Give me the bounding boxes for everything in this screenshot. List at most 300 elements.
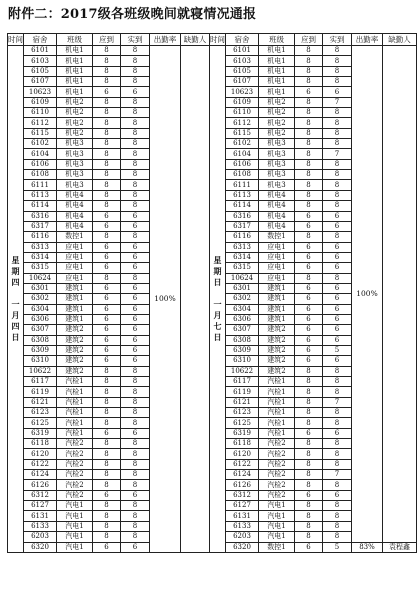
right-expected-cell: 6 [295, 242, 323, 252]
left-dorm-cell: 6111 [24, 180, 57, 190]
right-class-cell: 机电4 [259, 190, 295, 200]
right-class-cell: 汽检1 [259, 397, 295, 407]
right-dorm-cell: 6114 [226, 201, 259, 211]
left-present-cell: 6 [121, 542, 150, 552]
left-class-cell: 数控1 [57, 232, 93, 242]
right-dorm-cell: 6319 [226, 428, 259, 438]
right-present-cell: 8 [323, 56, 352, 66]
right-class-cell: 机电2 [259, 108, 295, 118]
left-present-cell: 8 [121, 139, 150, 149]
left-dorm-cell: 10622 [24, 366, 57, 376]
left-dorm-cell: 6104 [24, 149, 57, 159]
left-dorm-cell: 6109 [24, 97, 57, 107]
right-present-cell: 7 [323, 97, 352, 107]
right-time-char: 日 [213, 331, 222, 342]
left-present-cell: 8 [121, 232, 150, 242]
left-time-char: 星 [11, 254, 20, 265]
left-class-cell: 汽电1 [57, 511, 93, 521]
left-header-cell: 班级 [57, 34, 93, 46]
left-class-cell: 建筑2 [57, 325, 93, 335]
left-time-cell [8, 46, 24, 553]
right-expected-cell: 8 [295, 449, 323, 459]
left-dorm-cell: 6319 [24, 428, 57, 438]
left-expected-cell: 6 [93, 356, 121, 366]
right-expected-cell: 8 [295, 273, 323, 283]
left-present-cell: 8 [121, 470, 150, 480]
left-expected-cell: 8 [93, 201, 121, 211]
right-expected-cell: 8 [295, 108, 323, 118]
left-present-cell: 8 [121, 459, 150, 469]
right-expected-cell: 6 [295, 428, 323, 438]
left-class-cell: 汽检2 [57, 490, 93, 500]
left-class-cell: 机电1 [57, 46, 93, 56]
left-class-cell: 应电1 [57, 263, 93, 273]
left-expected-cell: 8 [93, 470, 121, 480]
right-present-cell: 8 [323, 521, 352, 531]
right-dorm-cell: 6306 [226, 314, 259, 324]
right-present-cell: 8 [323, 449, 352, 459]
left-class-cell: 汽检2 [57, 480, 93, 490]
right-class-cell: 机电4 [259, 211, 295, 221]
right-rate-cell: 100% [352, 46, 383, 543]
right-expected-cell: 8 [295, 511, 323, 521]
left-class-cell: 汽检1 [57, 418, 93, 428]
left-class-cell: 汽检2 [57, 470, 93, 480]
left-time-char: 一 [11, 298, 20, 309]
right-dorm-cell: 6315 [226, 263, 259, 273]
left-dorm-cell: 6121 [24, 397, 57, 407]
right-expected-cell: 8 [295, 532, 323, 542]
left-class-cell: 汽电1 [57, 532, 93, 542]
right-time-char: 一 [213, 298, 222, 309]
right-expected-cell: 6 [295, 490, 323, 500]
right-present-cell: 8 [323, 532, 352, 542]
right-class-cell: 应电1 [259, 252, 295, 262]
right-header-cell: 班级 [259, 34, 295, 46]
right-dorm-cell: 10622 [226, 366, 259, 376]
left-class-cell: 机电2 [57, 108, 93, 118]
left-header-cell: 应到 [93, 34, 121, 46]
left-dorm-cell: 6116 [24, 232, 57, 242]
right-class-cell: 汽检2 [259, 439, 295, 449]
right-dorm-cell: 6103 [226, 56, 259, 66]
right-header-cell: 出勤率 [352, 34, 383, 46]
right-present-cell: 8 [323, 387, 352, 397]
left-expected-cell: 6 [93, 304, 121, 314]
right-class-cell: 建筑2 [259, 356, 295, 366]
right-class-cell: 建筑2 [259, 325, 295, 335]
left-dorm-cell: 10624 [24, 273, 57, 283]
right-expected-cell: 8 [295, 180, 323, 190]
left-dorm-cell: 6317 [24, 221, 57, 231]
right-present-cell: 5 [323, 542, 352, 552]
right-expected-cell: 6 [295, 325, 323, 335]
left-dorm-cell: 6119 [24, 387, 57, 397]
right-dorm-cell: 6310 [226, 356, 259, 366]
right-present-cell: 6 [323, 356, 352, 366]
left-expected-cell: 6 [93, 283, 121, 293]
left-rate-cell: 100% [150, 46, 181, 553]
left-class-cell: 应电1 [57, 242, 93, 252]
right-class-cell: 应电1 [259, 273, 295, 283]
right-class-cell: 数控1 [259, 232, 295, 242]
left-expected-cell: 6 [93, 242, 121, 252]
right-dorm-cell: 6317 [226, 221, 259, 231]
left-dorm-cell: 6306 [24, 314, 57, 324]
right-dorm-cell: 6115 [226, 128, 259, 138]
right-present-cell: 6 [323, 490, 352, 500]
left-class-cell: 机电1 [57, 66, 93, 76]
right-dorm-cell: 6309 [226, 345, 259, 355]
right-class-cell: 汽电1 [259, 501, 295, 511]
left-dorm-cell: 6131 [24, 511, 57, 521]
left-class-cell: 建筑1 [57, 294, 93, 304]
left-class-cell: 建筑1 [57, 304, 93, 314]
right-time-char: 星 [213, 254, 222, 265]
right-present-cell: 8 [323, 459, 352, 469]
right-expected-cell: 8 [295, 439, 323, 449]
right-class-cell: 汽检1 [259, 428, 295, 438]
left-expected-cell: 8 [93, 439, 121, 449]
right-dorm-cell: 6106 [226, 159, 259, 169]
left-dorm-cell: 6133 [24, 521, 57, 531]
right-expected-cell: 8 [295, 128, 323, 138]
left-class-cell: 建筑2 [57, 356, 93, 366]
left-dorm-cell: 6302 [24, 294, 57, 304]
right-dorm-cell: 6111 [226, 180, 259, 190]
right-expected-cell: 8 [295, 66, 323, 76]
left-present-cell: 8 [121, 201, 150, 211]
left-class-cell: 机电4 [57, 190, 93, 200]
right-present-cell: 8 [323, 118, 352, 128]
left-dorm-cell: 6203 [24, 532, 57, 542]
right-dorm-cell: 6304 [226, 304, 259, 314]
right-expected-cell: 8 [295, 201, 323, 211]
right-time-char: 日 [213, 276, 222, 287]
left-present-cell: 6 [121, 252, 150, 262]
left-class-cell: 应电1 [57, 273, 93, 283]
right-class-cell: 机电3 [259, 170, 295, 180]
right-present-cell: 6 [323, 87, 352, 97]
right-dorm-cell: 6320 [226, 542, 259, 552]
left-expected-cell: 8 [93, 521, 121, 531]
right-last-rate-cell: 83% [352, 542, 383, 552]
left-expected-cell: 8 [93, 418, 121, 428]
left-expected-cell: 6 [93, 335, 121, 345]
left-dorm-cell: 6127 [24, 501, 57, 511]
right-present-cell: 8 [323, 480, 352, 490]
left-class-cell: 机电3 [57, 170, 93, 180]
right-dorm-cell: 6312 [226, 490, 259, 500]
left-expected-cell: 8 [93, 377, 121, 387]
right-dorm-cell: 6118 [226, 439, 259, 449]
left-present-cell: 6 [121, 221, 150, 231]
left-expected-cell: 8 [93, 480, 121, 490]
left-class-cell: 机电4 [57, 221, 93, 231]
right-class-cell: 应电1 [259, 263, 295, 273]
right-time-cell [210, 46, 226, 553]
left-time-char: 月 [11, 309, 20, 320]
left-dorm-cell: 6123 [24, 408, 57, 418]
left-expected-cell: 8 [93, 511, 121, 521]
right-present-cell: 6 [323, 335, 352, 345]
right-expected-cell: 8 [295, 418, 323, 428]
left-dorm-cell: 6102 [24, 139, 57, 149]
left-present-cell: 8 [121, 273, 150, 283]
right-expected-cell: 8 [295, 408, 323, 418]
right-class-cell: 汽检2 [259, 480, 295, 490]
left-expected-cell: 8 [93, 273, 121, 283]
right-class-cell: 建筑2 [259, 366, 295, 376]
left-present-cell: 6 [121, 294, 150, 304]
right-class-cell: 汽检2 [259, 449, 295, 459]
left-dorm-cell: 6310 [24, 356, 57, 366]
right-dorm-cell: 6101 [226, 46, 259, 56]
left-dorm-cell: 6313 [24, 242, 57, 252]
left-present-cell: 8 [121, 521, 150, 531]
left-present-cell: 6 [121, 242, 150, 252]
right-class-cell: 建筑1 [259, 294, 295, 304]
left-expected-cell: 6 [93, 325, 121, 335]
right-time-char: 期 [213, 265, 222, 276]
left-present-cell: 6 [121, 283, 150, 293]
left-present-cell: 6 [121, 335, 150, 345]
right-last-absent-cell: 袁程鑫 [383, 542, 417, 552]
right-header-cell: 缺勤人 [383, 34, 417, 46]
left-time-char: 四 [11, 276, 20, 287]
right-dorm-cell: 6316 [226, 211, 259, 221]
left-class-cell: 机电3 [57, 159, 93, 169]
left-expected-cell: 8 [93, 159, 121, 169]
right-dorm-cell: 6122 [226, 459, 259, 469]
left-class-cell: 建筑2 [57, 345, 93, 355]
left-expected-cell: 6 [93, 428, 121, 438]
left-expected-cell: 8 [93, 501, 121, 511]
left-dorm-cell: 6124 [24, 470, 57, 480]
right-dorm-cell: 6110 [226, 108, 259, 118]
right-class-cell: 汽电1 [259, 532, 295, 542]
right-header-cell: 应到 [295, 34, 323, 46]
left-class-cell: 机电2 [57, 97, 93, 107]
right-class-cell: 机电1 [259, 77, 295, 87]
right-present-cell: 6 [323, 304, 352, 314]
right-expected-cell: 8 [295, 232, 323, 242]
left-present-cell: 8 [121, 501, 150, 511]
left-present-cell: 8 [121, 66, 150, 76]
left-dorm-cell: 6125 [24, 418, 57, 428]
left-class-cell: 机电4 [57, 211, 93, 221]
right-dorm-cell: 6104 [226, 149, 259, 159]
left-header-cell: 实到 [121, 34, 150, 46]
left-dorm-cell: 6110 [24, 108, 57, 118]
left-class-cell: 建筑1 [57, 283, 93, 293]
right-expected-cell: 8 [295, 470, 323, 480]
left-dorm-cell: 6118 [24, 439, 57, 449]
left-present-cell: 8 [121, 408, 150, 418]
right-present-cell: 6 [323, 242, 352, 252]
right-present-cell: 7 [323, 470, 352, 480]
right-time-char: 月 [213, 309, 222, 320]
right-class-cell: 汽检2 [259, 459, 295, 469]
right-class-cell: 机电1 [259, 66, 295, 76]
left-class-cell: 机电3 [57, 149, 93, 159]
right-class-cell: 汽检1 [259, 377, 295, 387]
left-class-cell: 汽检1 [57, 377, 93, 387]
right-time-char: 七 [213, 320, 222, 331]
left-expected-cell: 8 [93, 366, 121, 376]
right-expected-cell: 8 [295, 149, 323, 159]
left-expected-cell: 6 [93, 211, 121, 221]
right-present-cell: 8 [323, 46, 352, 56]
left-present-cell: 8 [121, 77, 150, 87]
right-class-cell: 建筑1 [259, 304, 295, 314]
left-present-cell: 6 [121, 304, 150, 314]
right-present-cell: 6 [323, 314, 352, 324]
left-present-cell: 8 [121, 449, 150, 459]
left-time-char: 期 [11, 265, 20, 276]
table-row [8, 46, 417, 56]
right-class-cell: 机电3 [259, 180, 295, 190]
right-class-cell: 汽检2 [259, 490, 295, 500]
left-class-cell: 汽检2 [57, 449, 93, 459]
left-dorm-cell: 6126 [24, 480, 57, 490]
right-present-cell: 8 [323, 273, 352, 283]
left-expected-cell: 8 [93, 532, 121, 542]
right-present-cell: 8 [323, 501, 352, 511]
right-class-cell: 机电3 [259, 159, 295, 169]
right-class-cell: 机电3 [259, 149, 295, 159]
attendance-table [7, 33, 417, 553]
right-class-cell: 机电3 [259, 139, 295, 149]
right-class-cell: 汽检2 [259, 470, 295, 480]
right-dorm-cell: 6126 [226, 480, 259, 490]
right-expected-cell: 6 [295, 356, 323, 366]
left-dorm-cell: 6113 [24, 190, 57, 200]
right-present-cell: 8 [323, 139, 352, 149]
right-header-cell: 时间 [210, 35, 225, 44]
left-dorm-cell: 6301 [24, 283, 57, 293]
right-present-cell: 8 [323, 77, 352, 87]
left-expected-cell: 6 [93, 345, 121, 355]
left-dorm-cell: 6120 [24, 449, 57, 459]
left-expected-cell: 8 [93, 149, 121, 159]
right-dorm-cell: 6108 [226, 170, 259, 180]
left-expected-cell: 8 [93, 66, 121, 76]
right-expected-cell: 6 [295, 87, 323, 97]
left-expected-cell: 8 [93, 108, 121, 118]
left-dorm-cell: 6320 [24, 542, 57, 552]
right-expected-cell: 6 [295, 221, 323, 231]
left-present-cell: 6 [121, 87, 150, 97]
right-expected-cell: 8 [295, 366, 323, 376]
left-expected-cell: 6 [93, 221, 121, 231]
right-expected-cell: 6 [295, 252, 323, 262]
left-dorm-cell: 6112 [24, 118, 57, 128]
right-present-cell: 8 [323, 128, 352, 138]
right-expected-cell: 6 [295, 314, 323, 324]
left-class-cell: 汽检2 [57, 439, 93, 449]
left-time-char: 日 [11, 331, 20, 342]
right-expected-cell: 6 [295, 283, 323, 293]
right-expected-cell: 8 [295, 377, 323, 387]
right-dorm-cell: 6127 [226, 501, 259, 511]
left-present-cell: 8 [121, 159, 150, 169]
right-present-cell: 6 [323, 252, 352, 262]
right-expected-cell: 8 [295, 480, 323, 490]
left-class-cell: 汽检1 [57, 428, 93, 438]
right-dorm-cell: 6125 [226, 418, 259, 428]
left-present-cell: 8 [121, 118, 150, 128]
right-dorm-cell: 6314 [226, 252, 259, 262]
left-present-cell: 8 [121, 387, 150, 397]
right-class-cell: 建筑2 [259, 335, 295, 345]
right-present-cell: 8 [323, 66, 352, 76]
right-dorm-cell: 6107 [226, 77, 259, 87]
right-expected-cell: 8 [295, 501, 323, 511]
left-class-cell: 机电1 [57, 77, 93, 87]
left-expected-cell: 6 [93, 490, 121, 500]
page-title: 附件二：2017级各班级晚间就寝情况通报 [8, 7, 257, 22]
left-dorm-cell: 6315 [24, 263, 57, 273]
left-dorm-cell: 10623 [24, 87, 57, 97]
right-present-cell: 6 [323, 283, 352, 293]
right-expected-cell: 6 [295, 294, 323, 304]
left-dorm-cell: 6114 [24, 201, 57, 211]
left-expected-cell: 8 [93, 232, 121, 242]
right-dorm-cell: 6102 [226, 139, 259, 149]
right-present-cell: 8 [323, 170, 352, 180]
right-class-cell: 建筑1 [259, 283, 295, 293]
left-present-cell: 8 [121, 190, 150, 200]
left-dorm-cell: 6115 [24, 128, 57, 138]
left-present-cell: 8 [121, 418, 150, 428]
left-absent-cell [181, 46, 210, 553]
left-present-cell: 6 [121, 263, 150, 273]
left-present-cell: 8 [121, 397, 150, 407]
left-class-cell: 建筑2 [57, 366, 93, 376]
left-present-cell: 8 [121, 480, 150, 490]
left-dorm-cell: 6308 [24, 335, 57, 345]
right-expected-cell: 6 [295, 211, 323, 221]
right-dorm-cell: 6120 [226, 449, 259, 459]
right-present-cell: 8 [323, 511, 352, 521]
right-class-cell: 建筑1 [259, 314, 295, 324]
left-class-cell: 机电3 [57, 139, 93, 149]
left-expected-cell: 8 [93, 397, 121, 407]
right-dorm-cell: 6112 [226, 118, 259, 128]
left-expected-cell: 8 [93, 46, 121, 56]
header-row [8, 34, 417, 46]
right-expected-cell: 6 [295, 304, 323, 314]
right-class-cell: 建筑2 [259, 345, 295, 355]
left-dorm-cell: 6316 [24, 211, 57, 221]
left-header-cell: 缺勤人 [181, 34, 210, 46]
left-expected-cell: 6 [93, 252, 121, 262]
right-expected-cell: 6 [295, 542, 323, 552]
left-expected-cell: 8 [93, 387, 121, 397]
right-class-cell: 机电4 [259, 221, 295, 231]
right-dorm-cell: 6203 [226, 532, 259, 542]
left-present-cell: 6 [121, 314, 150, 324]
right-present-cell: 6 [323, 263, 352, 273]
left-expected-cell: 6 [93, 294, 121, 304]
right-class-cell: 机电2 [259, 128, 295, 138]
left-dorm-cell: 6105 [24, 66, 57, 76]
left-class-cell: 应电1 [57, 252, 93, 262]
left-present-cell: 8 [121, 511, 150, 521]
right-dorm-cell: 6119 [226, 387, 259, 397]
left-present-cell: 6 [121, 325, 150, 335]
